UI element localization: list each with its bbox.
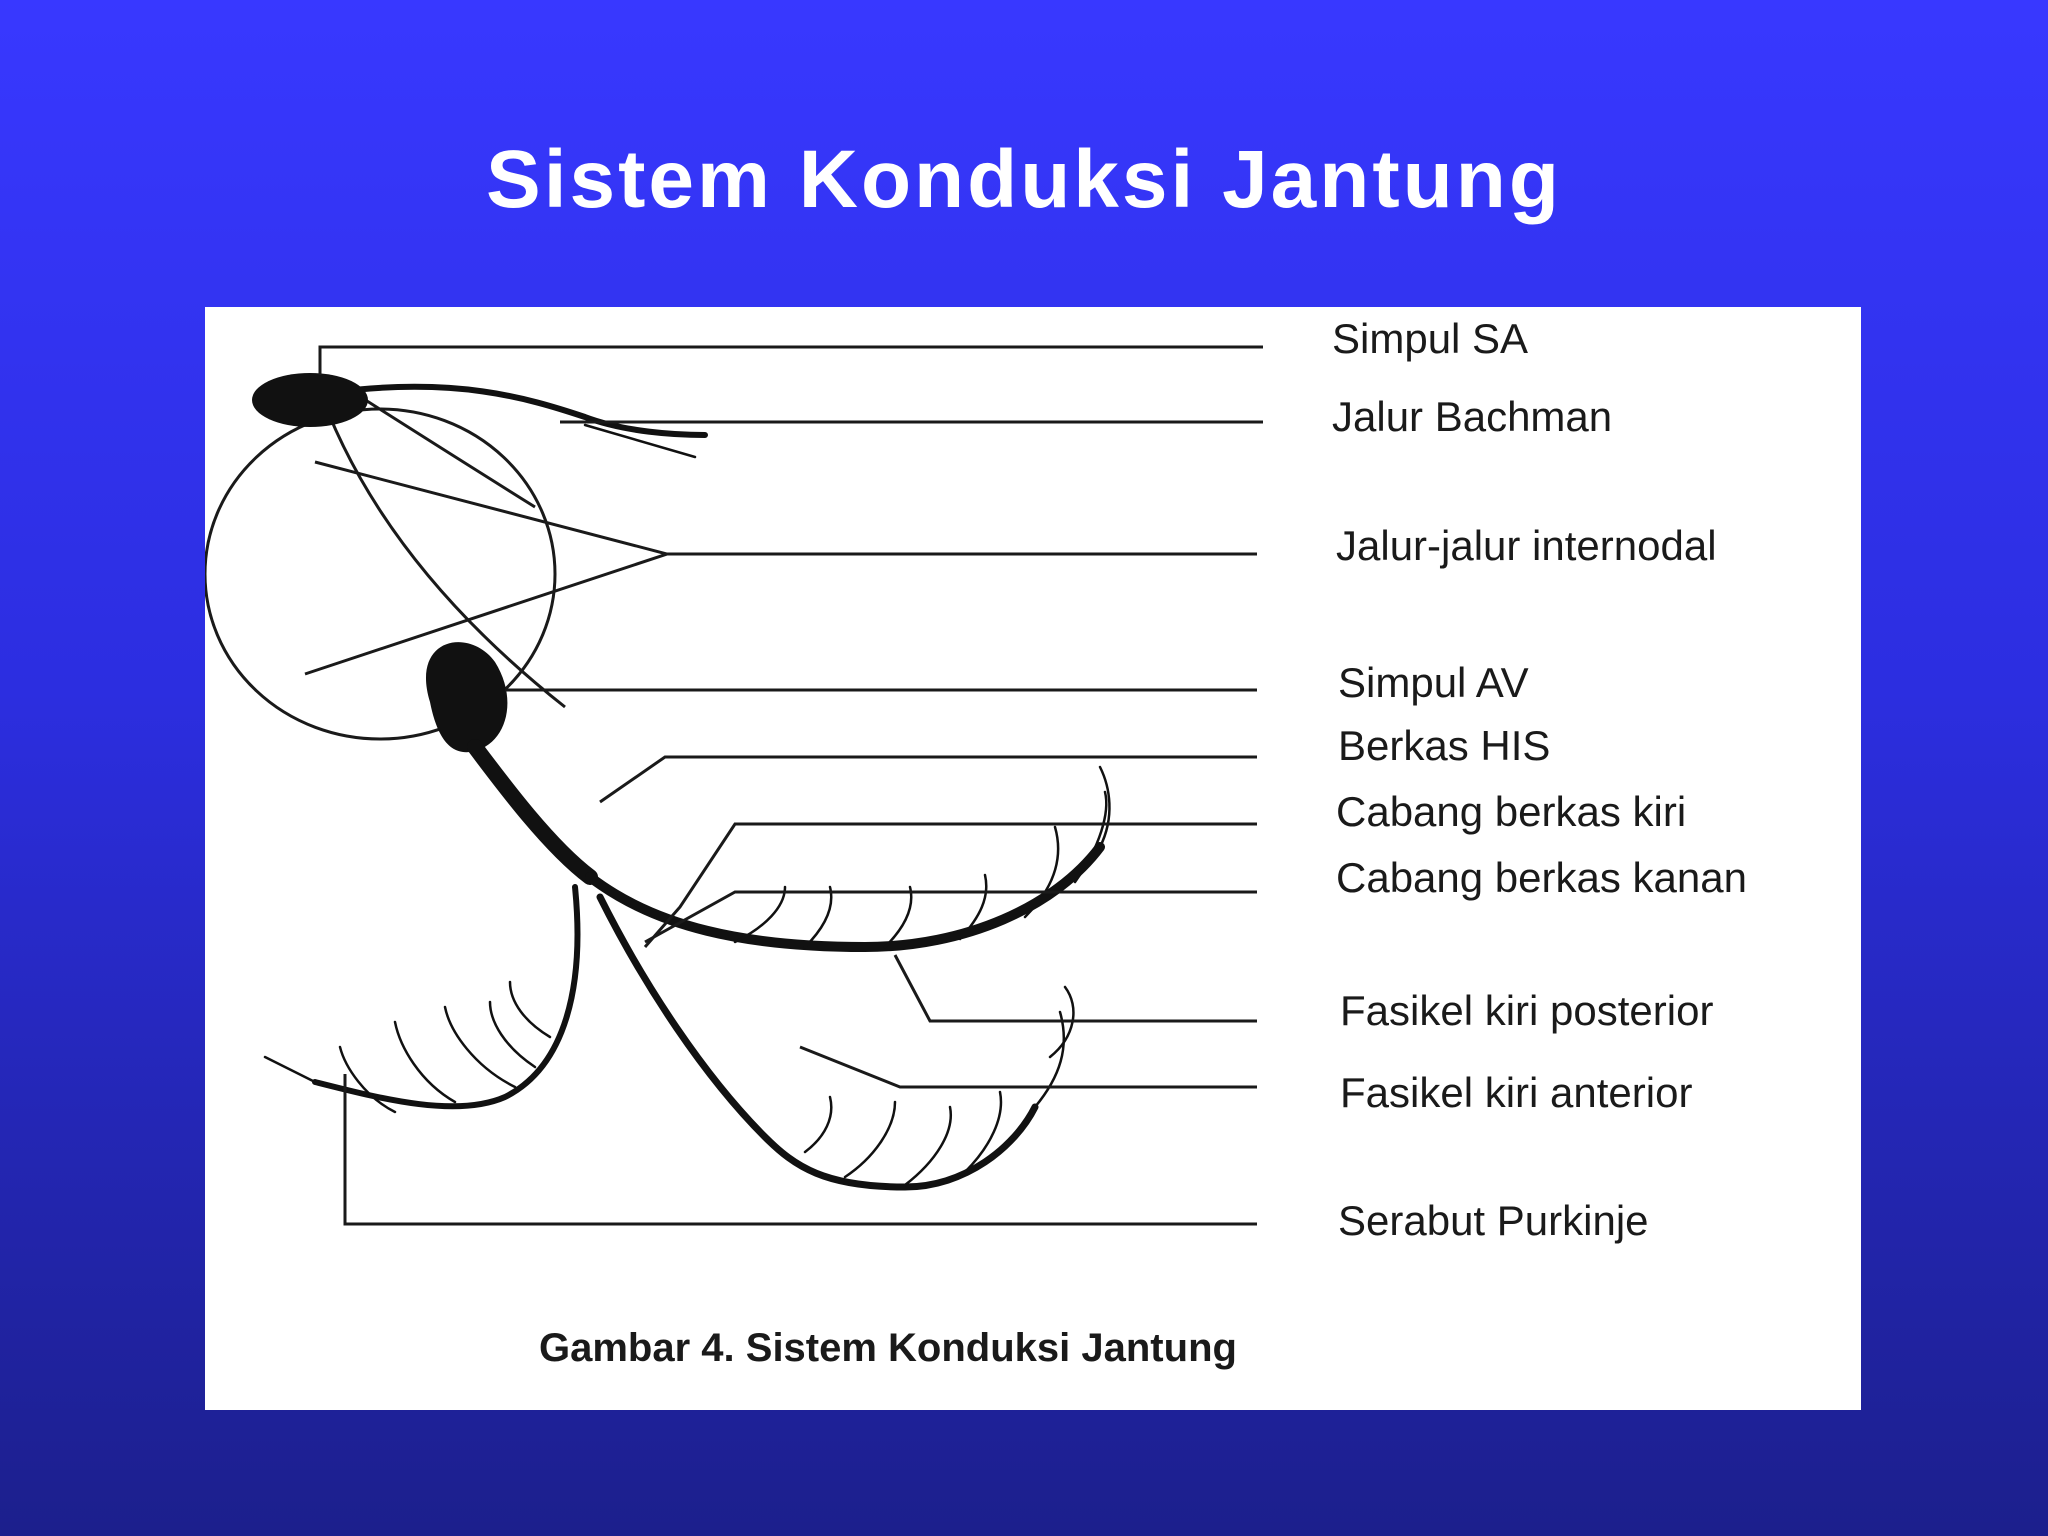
label-serabut-purkinje: Serabut Purkinje — [1338, 1197, 1649, 1244]
bachman-bundle — [335, 387, 705, 435]
figure-caption: Gambar 4. Sistem Konduksi Jantung — [539, 1326, 1237, 1370]
sa-node — [252, 373, 368, 427]
leader-fasikel-anterior — [800, 1047, 1257, 1087]
right-bundle-branch — [600, 897, 1035, 1187]
left-bundle-branch — [590, 847, 1100, 947]
label-jalur-internodal: Jalur-jalur internodal — [1336, 522, 1717, 569]
leader-simpul-sa — [320, 347, 1263, 375]
leader-berkas-his — [600, 757, 1257, 802]
internodal-path-2 — [305, 462, 667, 674]
label-jalur-bachman: Jalur Bachman — [1332, 393, 1613, 440]
purkinje-fiber — [510, 982, 550, 1037]
purkinje-fiber — [805, 887, 831, 947]
slide-title: Sistem Konduksi Jantung — [486, 134, 1562, 225]
label-simpul-sa: Simpul SA — [1332, 315, 1529, 362]
purkinje-fiber — [805, 1097, 831, 1152]
label-simpul-av: Simpul AV — [1338, 659, 1529, 706]
his-bundle — [475, 747, 590, 877]
purkinje-fiber — [885, 887, 911, 947]
purkinje-fiber — [1035, 1012, 1064, 1107]
label-cabang-kanan: Cabang berkas kanan — [1336, 854, 1747, 901]
label-fasikel-posterior: Fasikel kiri posterior — [1340, 987, 1714, 1034]
purkinje-fiber — [340, 1047, 395, 1112]
label-berkas-his: Berkas HIS — [1338, 722, 1551, 769]
purkinje-fiber — [395, 1022, 455, 1102]
left-anterior-fascicle — [315, 887, 577, 1106]
purkinje-fiber — [445, 1007, 515, 1087]
purkinje-fiber — [1100, 767, 1109, 847]
conduction-diagram-figure — [205, 307, 1861, 1410]
purkinje-fiber — [905, 1107, 951, 1185]
leader-serabut-purkinje — [345, 1074, 1257, 1224]
purkinje-fiber — [490, 1002, 535, 1067]
leader-cabang-kiri — [645, 824, 1257, 947]
conduction-diagram — [205, 307, 1861, 1410]
label-cabang-kiri: Cabang berkas kiri — [1336, 788, 1687, 835]
av-node — [426, 642, 507, 752]
purkinje-tail — [265, 1057, 315, 1082]
purkinje-fiber — [845, 1102, 895, 1177]
internodal-path-3 — [345, 387, 535, 507]
label-fasikel-anterior: Fasikel kiri anterior — [1340, 1069, 1693, 1116]
leader-fasikel-posterior — [895, 955, 1257, 1021]
